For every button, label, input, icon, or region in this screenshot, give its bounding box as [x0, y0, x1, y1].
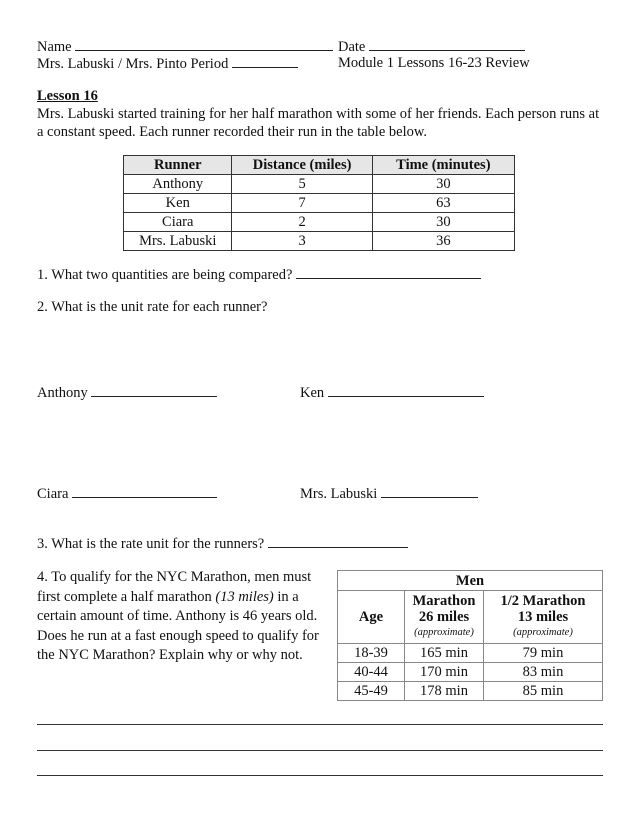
table-row	[124, 232, 515, 251]
lesson-intro: Mrs. Labuski started training for her half marathon with some of her friends. Each person runs at a constant speed. Each runner recorded their run in the table below.	[37, 106, 600, 140]
distance-cell: 2	[232, 213, 372, 232]
name-field[interactable]	[75, 38, 333, 51]
runner-table-header	[124, 156, 515, 175]
time-cell: 30	[372, 175, 514, 194]
table-row	[338, 682, 603, 701]
answer-line[interactable]	[37, 750, 603, 751]
header-runner: Runner	[124, 156, 232, 175]
distance-cell: 7	[232, 194, 372, 213]
half-marathon-distance: (13 miles)	[215, 588, 274, 605]
ken-label: Ken	[300, 385, 325, 401]
runner-cell: Ciara	[124, 213, 232, 232]
name-label: Name	[37, 39, 72, 55]
ken-line	[300, 384, 484, 402]
half-marathon-time-cell: 85 min	[484, 682, 603, 701]
runner-cell: Mrs. Labuski	[124, 232, 232, 251]
time-cell: 36	[372, 232, 514, 251]
labuski-line	[300, 485, 478, 503]
table-row	[124, 213, 515, 232]
header-marathon: Marathon 26 miles (approximate)	[405, 591, 484, 644]
marathon-time-cell: 178 min	[405, 682, 484, 701]
question-3-answer[interactable]	[268, 535, 408, 548]
question-1-text: 1. What two quantities are being compared?	[37, 267, 293, 283]
distance-cell: 5	[232, 175, 372, 194]
labuski-label: Mrs. Labuski	[300, 486, 378, 502]
name-line	[37, 38, 333, 56]
header-time: Time (minutes)	[372, 156, 514, 175]
half-marathon-time-cell: 83 min	[484, 663, 603, 682]
question-1	[37, 266, 481, 284]
time-cell: 63	[372, 194, 514, 213]
date-label: Date	[338, 39, 366, 55]
marathon-time-cell: 170 min	[405, 663, 484, 682]
marathon-time-cell: 165 min	[405, 644, 484, 663]
header-age: Age	[338, 591, 405, 644]
anthony-line	[37, 384, 217, 402]
question-2-text: 2. What is the unit rate for each runner?	[37, 299, 268, 315]
question-4-text: 4. To qualify for the NYC Marathon, men must first complete a half marathon (13 miles) in a certain amount of time. Anthony is 46 years old. Does he run at a fast enough speed to qualify for the NYC Marathon? Explain why or why not.	[37, 569, 319, 663]
period-line	[37, 55, 298, 73]
anthony-label: Anthony	[37, 385, 88, 401]
marathon-table-title: Men	[338, 571, 603, 591]
runner-cell: Anthony	[124, 175, 232, 194]
ciara-answer[interactable]	[72, 485, 217, 498]
ciara-line	[37, 485, 217, 503]
table-row	[124, 175, 515, 194]
marathon-table-header	[338, 591, 603, 644]
runner-table	[123, 155, 515, 251]
ciara-label: Ciara	[37, 486, 69, 502]
marathon-qualifying-table	[337, 570, 603, 701]
date-line	[338, 38, 525, 56]
question-3	[37, 535, 408, 553]
half-marathon-time-cell: 79 min	[484, 644, 603, 663]
teachers-label: Mrs. Labuski / Mrs. Pinto Period	[37, 56, 229, 72]
table-row	[124, 194, 515, 213]
table-row	[338, 663, 603, 682]
module-title: Module 1 Lessons 16-23 Review	[338, 55, 530, 71]
marathon-table-title-row	[338, 571, 603, 591]
runner-cell: Ken	[124, 194, 232, 213]
answer-line[interactable]	[37, 775, 603, 776]
header-half-marathon: 1/2 Marathon 13 miles (approximate)	[484, 591, 603, 644]
period-field[interactable]	[232, 55, 298, 68]
labuski-answer[interactable]	[381, 485, 478, 498]
table-row	[338, 644, 603, 663]
time-cell: 30	[372, 213, 514, 232]
question-1-answer[interactable]	[296, 266, 481, 279]
date-field[interactable]	[369, 38, 525, 51]
lesson-title: Lesson 16	[37, 88, 98, 104]
age-cell: 45-49	[338, 682, 405, 701]
question-3-text: 3. What is the rate unit for the runners?	[37, 536, 265, 552]
distance-cell: 3	[232, 232, 372, 251]
header-distance: Distance (miles)	[232, 156, 372, 175]
age-cell: 18-39	[338, 644, 405, 663]
age-cell: 40-44	[338, 663, 405, 682]
ken-answer[interactable]	[328, 384, 484, 397]
anthony-answer[interactable]	[91, 384, 217, 397]
answer-line[interactable]	[37, 724, 603, 725]
